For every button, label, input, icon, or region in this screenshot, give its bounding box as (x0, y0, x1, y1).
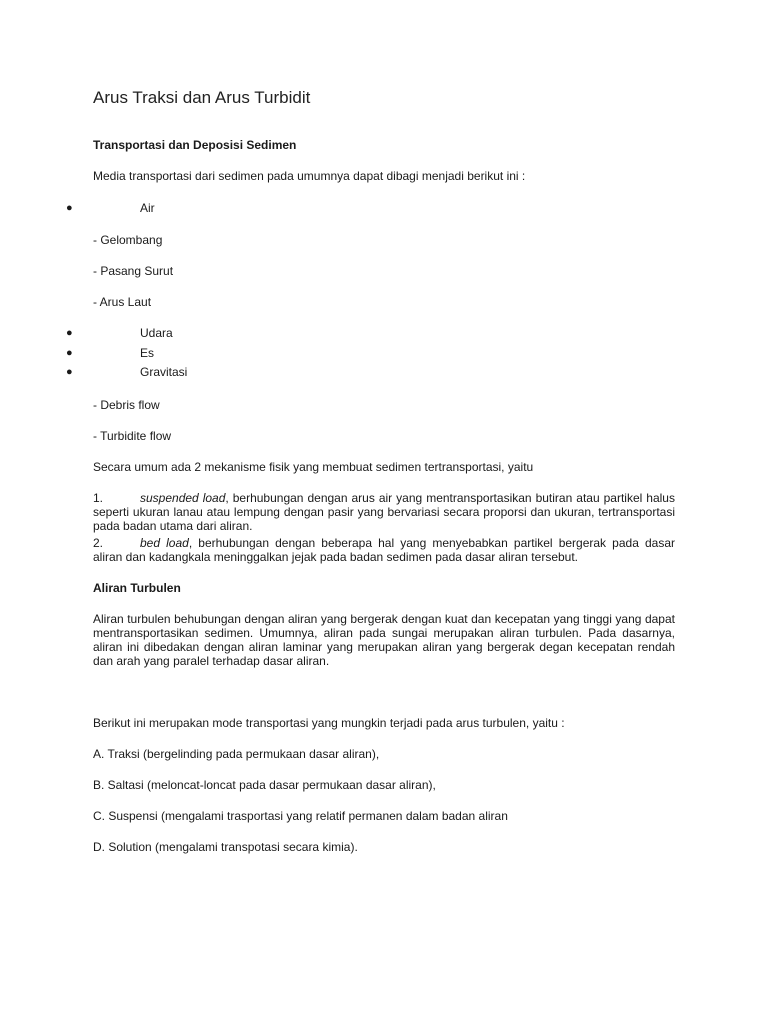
bullet-dot: ● (66, 202, 73, 214)
mechanism-intro: Secara umum ada 2 mekanisme fisik yang membuat sedimen tertransportasi, yaitu (93, 460, 534, 474)
intro-paragraph: Media transportasi dari sedimen pada umumnya dapat dibagi menjadi berikut ini : (93, 169, 526, 183)
air-item: - Arus Laut (93, 295, 152, 309)
mode-item: B. Saltasi (meloncat-loncat pada dasar permukaan dasar aliran), (93, 778, 436, 792)
gravitasi-item: - Debris flow (93, 398, 160, 412)
bullet-item-gravitasi: Gravitasi (140, 365, 188, 379)
section-heading-aliran-turbulen: Aliran Turbulen (93, 581, 181, 595)
bullet-dot: ● (66, 366, 73, 378)
turbulen-paragraph: Aliran turbulen behubungan dengan aliran yang bergerak dengan kuat dan kecepatan yang tinggi yang dapat mentransportasikan sedimen. Umumnya, aliran pada sungai merupakan aliran turbulen. Pada dasarnya, aliran ini dibedakan dengan aliran laminar yang merupakan aliran yang bergerak degan kecepatan rendah dan arah yang paralel terhadap dasar aliran. (93, 612, 675, 668)
mode-item: A. Traksi (bergelinding pada permukaan dasar aliran), (93, 747, 380, 761)
document-title: Arus Traksi dan Arus Turbidit (93, 88, 311, 107)
bullet-dot: ● (66, 327, 73, 339)
gravitasi-item: - Turbidite flow (93, 429, 172, 443)
bullet-item-es: Es (140, 346, 155, 360)
item-text: , berhubungan dengan arus air yang mentransportasikan butiran atau partikel halus seperti ukuran lanau atau lempung dengan pasir yang bervariasi secara proporsi dan ukuran, tertransportasi pada badan utama dari aliran. (93, 491, 675, 533)
bullet-item-air: Air (140, 201, 155, 215)
item-term: suspended load (140, 491, 226, 505)
section-heading-transportasi: Transportasi dan Deposisi Sedimen (93, 138, 297, 152)
item-term: bed load (140, 536, 189, 550)
air-item: - Pasang Surut (93, 264, 174, 278)
item-number: 2. (93, 536, 104, 550)
air-item: - Gelombang (93, 233, 163, 247)
bullet-item-udara: Udara (140, 326, 173, 340)
modes-intro: Berikut ini merupakan mode transportasi yang mungkin terjadi pada arus turbulen, yaitu : (93, 716, 565, 730)
numbered-item-suspended-load (93, 491, 675, 533)
mode-item: C. Suspensi (mengalami trasportasi yang relatif permanen dalam badan aliran (93, 809, 508, 823)
mode-item: D. Solution (mengalami transpotasi secara kimia). (93, 840, 358, 854)
item-text: , berhubungan dengan beberapa hal yang menyebabkan partikel bergerak pada dasar aliran dan kadangkala meninggalkan jejak pada badan sedimen pada dasar aliran tersebut. (93, 536, 675, 564)
bullet-dot: ● (66, 347, 73, 359)
item-number: 1. (93, 491, 104, 505)
numbered-item-bed-load (93, 536, 675, 564)
